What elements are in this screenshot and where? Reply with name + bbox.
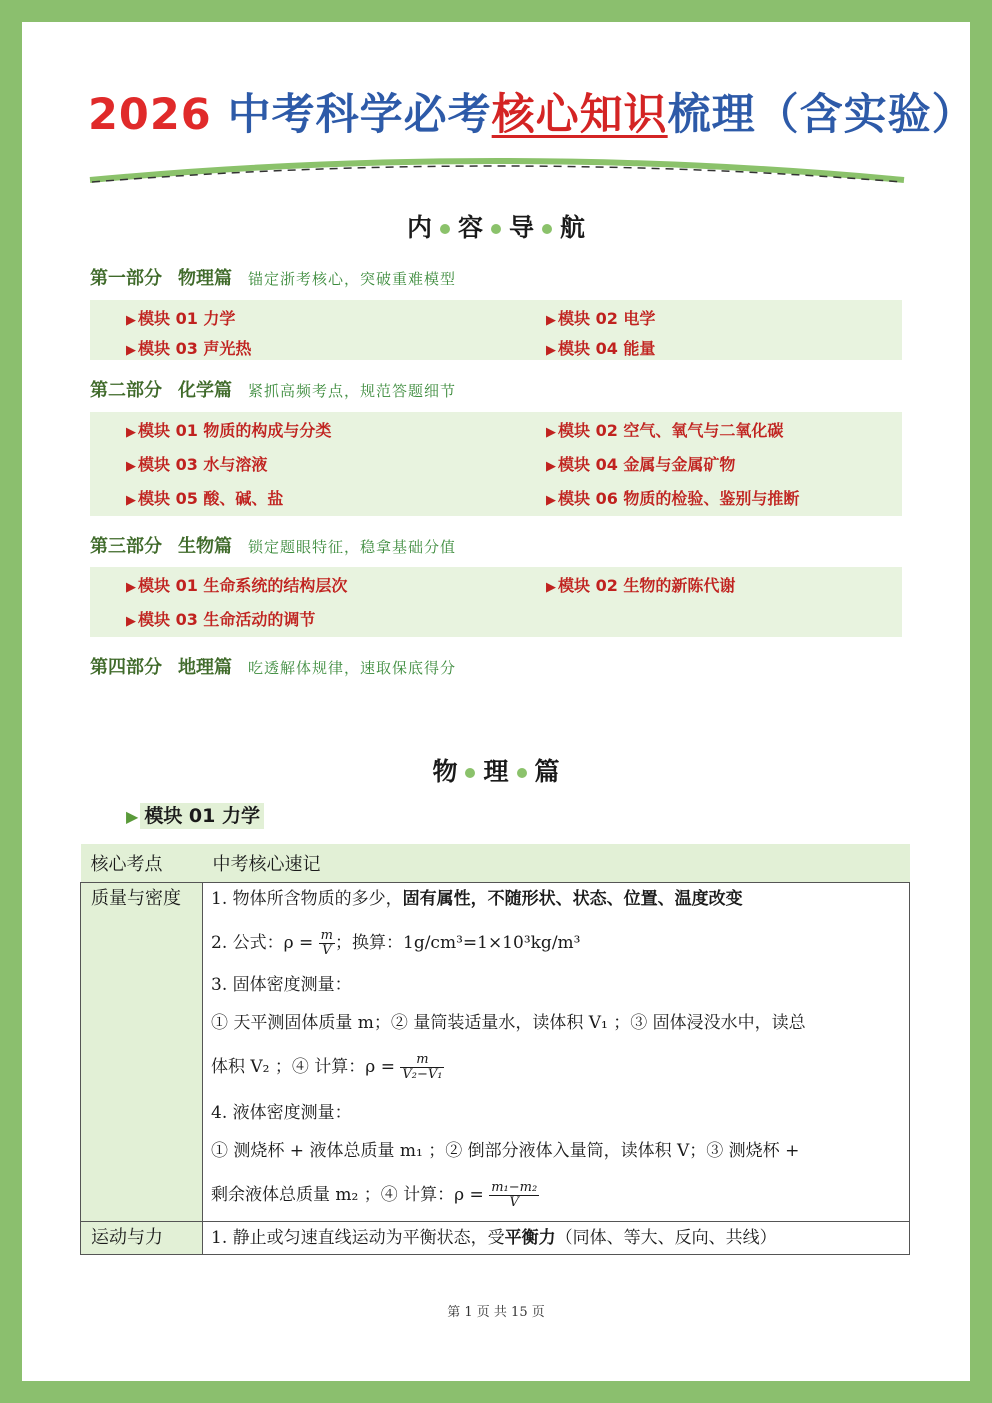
module-link[interactable] (126, 573, 347, 596)
formula-fraction (319, 929, 335, 958)
formula-fraction (400, 1053, 444, 1082)
play-icon: ▶ (126, 807, 139, 826)
module-link[interactable] (546, 336, 655, 359)
nav-heading-char: 内 (406, 213, 432, 242)
text: （同体、等大、反向、共线） (555, 1228, 777, 1248)
module-link[interactable] (546, 573, 735, 596)
module-label: 模块 02 空气、氧气与二氧化碳 (558, 421, 784, 440)
part-label: 第三部分 (90, 536, 162, 557)
title-part3: 梳理（含实验） (667, 90, 976, 140)
part-heading-biology (90, 532, 456, 558)
triangle-right-icon: ▶ (546, 343, 556, 358)
nav-heading-char: 导 (509, 213, 535, 242)
module-link[interactable] (126, 607, 315, 630)
document-page (22, 22, 976, 1381)
part-label: 第二部分 (90, 380, 162, 401)
page-footer: 第 1 页 共 15 页 (447, 1305, 545, 1320)
text: 2. 公式：ρ = (211, 933, 314, 953)
module-list-physics (90, 300, 902, 360)
triangle-right-icon: ▶ (126, 493, 136, 508)
module-link[interactable] (126, 336, 251, 359)
dot-icon (517, 768, 527, 778)
module-label: 模块 04 金属与金属矿物 (558, 455, 736, 474)
denominator: V (322, 943, 332, 958)
dot-icon (465, 768, 475, 778)
module-link[interactable] (546, 452, 735, 475)
module-link[interactable] (546, 306, 655, 329)
text: ；换算：1g/cm³=1×10³kg/m³ (335, 933, 581, 953)
module-label: 模块 04 能量 (558, 339, 656, 358)
section-heading-char: 物 (432, 757, 458, 786)
nav-heading-char: 容 (457, 213, 483, 242)
text: 1. 静止或匀速直线运动为平衡状态，受 (211, 1228, 505, 1248)
bold-text: 平衡力 (504, 1228, 556, 1248)
dot-icon (491, 224, 501, 234)
module-label: 模块 05 酸、碱、盐 (138, 489, 284, 508)
module-link[interactable] (126, 452, 267, 475)
section-heading-char: 理 (483, 757, 509, 786)
triangle-right-icon: ▶ (546, 425, 556, 440)
table-row (81, 1222, 910, 1255)
module-link[interactable] (546, 486, 799, 509)
content-line: 4. 液体密度测量： (211, 1103, 352, 1123)
title-divider (88, 156, 906, 196)
part-subtitle: 锚定浙考核心，突破重难模型 (248, 270, 457, 288)
part-name: 地理篇 (178, 657, 232, 678)
content-line: ① 天平测固体质量 m；② 量筒装适量水，读体积 V₁ ；③ 固体浸没水中，读总 (211, 1013, 806, 1033)
module-heading (126, 801, 264, 835)
triangle-right-icon: ▶ (546, 493, 556, 508)
table-key-cell: 运动与力 (81, 1222, 203, 1255)
part-label: 第四部分 (90, 657, 162, 678)
denominator: V₂−V₁ (402, 1067, 443, 1082)
dot-icon (440, 224, 450, 234)
table-header: 核心考点 (81, 844, 203, 883)
part-heading-geography (90, 653, 456, 679)
table-row (81, 883, 910, 1222)
title-part1: 中考科学必考 (227, 90, 492, 140)
content-line (211, 1181, 901, 1215)
part-heading-chemistry (90, 376, 456, 402)
numerator: m₁−m₂ (491, 1180, 538, 1195)
part-subtitle: 锁定题眼特征，稳拿基础分值 (248, 538, 457, 556)
module-link[interactable] (126, 418, 331, 441)
module-list-chemistry (90, 412, 902, 516)
numerator: m (400, 1053, 444, 1068)
triangle-right-icon: ▶ (546, 580, 556, 595)
module-label: 模块 03 声光热 (138, 339, 252, 358)
triangle-right-icon: ▶ (546, 313, 556, 328)
triangle-right-icon: ▶ (126, 343, 136, 358)
nav-heading-char: 航 (560, 213, 586, 242)
content-line (211, 1053, 901, 1103)
denominator: V (509, 1195, 519, 1210)
table-content-cell (203, 1222, 910, 1255)
bold-text: 固有属性，不随形状、状态、位置、温度改变 (402, 889, 743, 909)
table-header-row (81, 844, 910, 883)
module-label: 模块 03 生命活动的调节 (138, 610, 316, 629)
dot-icon (542, 224, 552, 234)
title-part2: 核心知识 (491, 90, 668, 140)
text: 1. 物体所含物质的多少， (211, 889, 403, 909)
triangle-right-icon: ▶ (126, 425, 136, 440)
table-key-cell: 质量与密度 (81, 883, 203, 1222)
part-name: 物理篇 (178, 268, 232, 289)
module-label: 模块 02 电学 (558, 309, 656, 328)
module-label: 模块 02 生物的新陈代谢 (558, 576, 736, 595)
part-name: 生物篇 (178, 536, 232, 557)
module-link[interactable] (546, 418, 783, 441)
triangle-right-icon: ▶ (546, 459, 556, 474)
table-content-cell (203, 883, 910, 1222)
module-label: 模块 06 物质的检验、鉴别与推断 (558, 489, 800, 508)
text: 剩余液体总质量 m₂ ；④ 计算：ρ = (211, 1185, 484, 1205)
section-heading (22, 752, 970, 788)
module-label: 模块 03 水与溶液 (138, 455, 268, 474)
module-heading-label: 模块 01 力学 (140, 803, 264, 829)
part-label: 第一部分 (90, 268, 162, 289)
content-line: ① 测烧杯 + 液体总质量 m₁ ；② 倒部分液体入量筒，读体积 V；③ 测烧杯 + (211, 1141, 800, 1161)
text: 体积 V₂ ；④ 计算：ρ = (211, 1057, 395, 1077)
module-list-biology (90, 567, 902, 637)
module-label: 模块 01 物质的构成与分类 (138, 421, 332, 440)
section-heading-char: 篇 (534, 757, 560, 786)
content-line: 3. 固体密度测量： (211, 975, 352, 995)
part-subtitle: 紧抓高频考点，规范答题细节 (248, 382, 457, 400)
module-link[interactable] (126, 486, 283, 509)
triangle-right-icon: ▶ (126, 459, 136, 474)
module-label: 模块 01 生命系统的结构层次 (138, 576, 348, 595)
content-line (211, 929, 901, 975)
triangle-right-icon: ▶ (126, 580, 136, 595)
module-label: 模块 01 力学 (138, 309, 236, 328)
part-heading-physics (90, 264, 456, 290)
content-line (211, 889, 901, 929)
nav-heading (22, 208, 970, 244)
part-name: 化学篇 (178, 380, 232, 401)
triangle-right-icon: ▶ (126, 313, 136, 328)
numerator: m (320, 928, 333, 943)
table-header: 中考核心速记 (203, 844, 910, 883)
title-year: 2026 (88, 90, 212, 140)
part-subtitle: 吃透解体规律，速取保底得分 (248, 659, 457, 677)
triangle-right-icon: ▶ (126, 614, 136, 629)
page-title (88, 80, 976, 150)
knowledge-table (80, 844, 910, 1255)
formula-fraction (489, 1181, 539, 1210)
module-link[interactable] (126, 306, 235, 329)
